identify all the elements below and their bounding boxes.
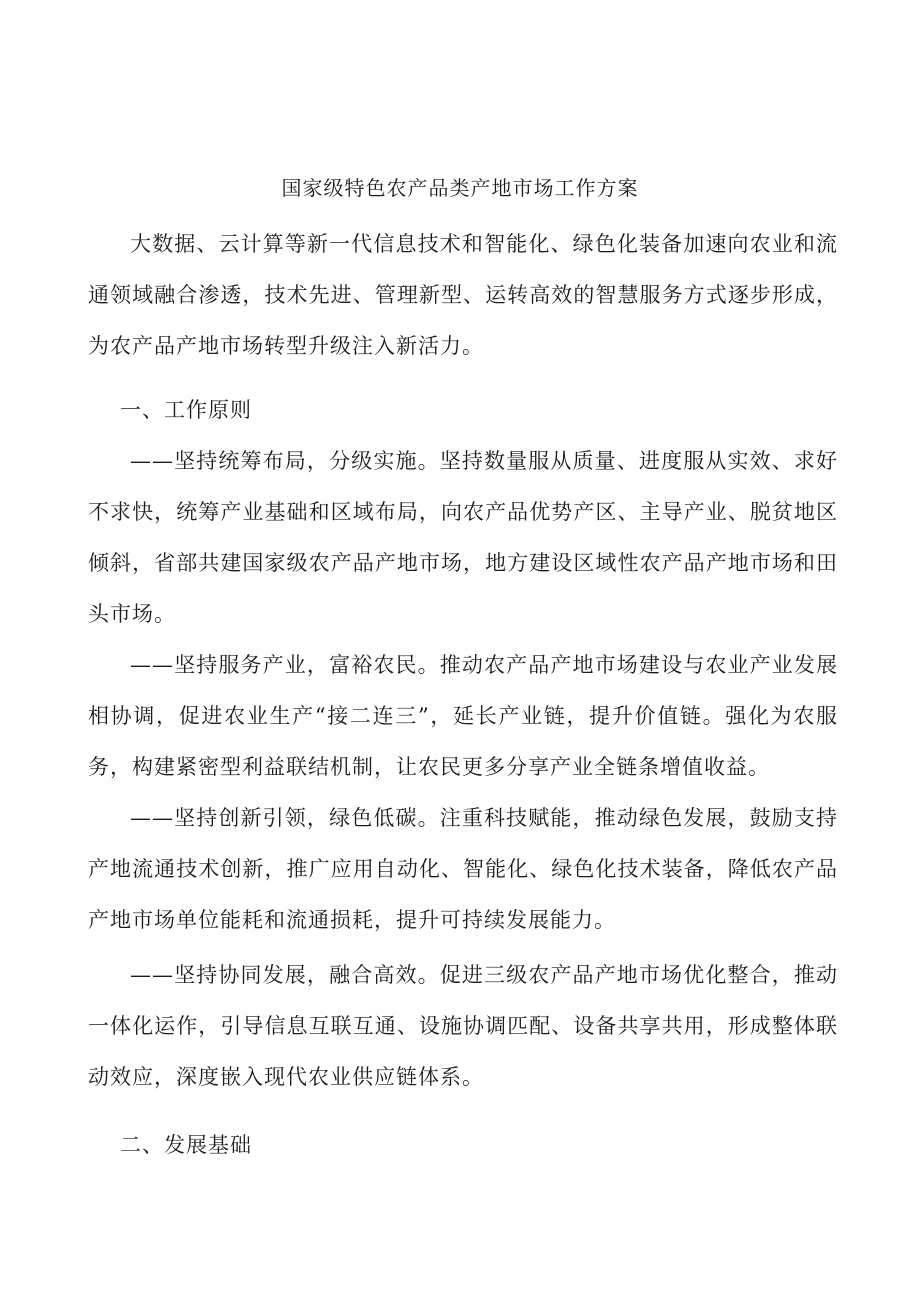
- principle-paragraph-2: ——坚持服务产业，富裕农民。推动农产品产地市场建设与农业产业发展相协调，促进农业生产“接二连三”，延长产业链，提升价值链。强化为农服务，构建紧密型利益联结机制，让农民更多分享产业全链条增值收益。: [88, 653, 838, 779]
- principle-paragraph-4: ——坚持协同发展，融合高效。促进三级农产品产地市场优化整合，推动一体化运作，引导信息互联互通、设施协调匹配、设备共享共用，形成整体联动效应，深度嵌入现代农业供应链体系。: [88, 963, 838, 1089]
- document-title: 国家级特色农产品类产地市场工作方案: [281, 176, 639, 200]
- principle-paragraph-1: ——坚持统筹布局，分级实施。坚持数量服从质量、进度服从实效、求好不求快，统筹产业基础和区域布局，向农产品优势产区、主导产业、脱贫地区倾斜，省部共建国家级农产品产地市场，地方建设区域性农产品产地市场和田头市场。: [88, 449, 838, 626]
- intro-paragraph: 大数据、云计算等新一代信息技术和智能化、绿色化装备加速向农业和流通领域融合渗透，技术先进、管理新型、运转高效的智慧服务方式逐步形成，为农产品产地市场转型升级注入新活力。: [88, 232, 838, 358]
- section-heading-foundation: 二、发展基础: [120, 1133, 252, 1157]
- principle-paragraph-3: ——坚持创新引领，绿色低碳。注重科技赋能，推动绿色发展，鼓励支持产地流通技术创新，推广应用自动化、智能化、绿色化技术装备，降低农产品产地市场单位能耗和流通损耗，提升可持续发展能力。: [88, 806, 838, 932]
- section-heading-principles: 一、工作原则: [120, 398, 252, 422]
